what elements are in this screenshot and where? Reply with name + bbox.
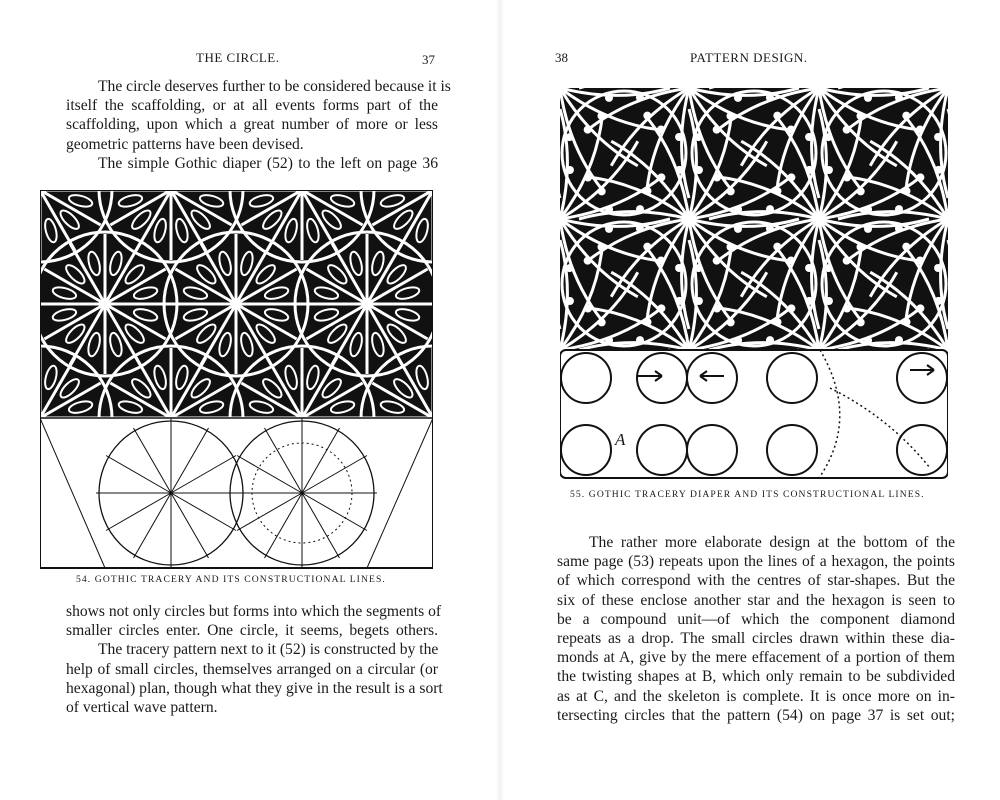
- figure-caption: 55. GOTHIC TRACERY DIAPER AND ITS CONSTRUCTIONAL LINES.: [570, 489, 925, 500]
- right-page: [500, 0, 1000, 800]
- text-line: of which correspond with the centres of star-shapes. But the: [557, 572, 955, 590]
- text-line: of vertical wave pattern.: [66, 699, 218, 716]
- figure-55-gothic-tracery-diaper: [560, 88, 948, 480]
- text-line: hexagonal) plan, though what they give in the result is a sort: [66, 679, 443, 697]
- text-line: shows not only circles but forms into which the segments of: [66, 603, 442, 620]
- text-line: six of these enclose another star and the hexagon is seen to: [557, 591, 955, 609]
- text-line: smaller circles enter. One circle, it seems, begets others.: [66, 622, 438, 640]
- text-line: the twisting shapes at B, which only remain to be subdivided: [557, 668, 955, 686]
- figure-label-a: A: [615, 430, 626, 449]
- page-number: 37: [422, 52, 435, 67]
- text-line: monds at A, give by the mere effacement of a portion of them: [557, 649, 955, 667]
- running-head: PATTERN DESIGN.: [690, 50, 808, 65]
- text-line: help of small circles, themselves arranged on a circular (or: [66, 660, 438, 678]
- text-line: The circle deserves further to be considered because it is: [98, 78, 451, 95]
- text-line: as at C, and the skeleton is complete. It is once more on in-: [557, 687, 955, 705]
- page-number: 38: [555, 50, 568, 65]
- text-line: itself the scaffolding, or at all events forms part of the: [66, 97, 438, 115]
- text-line: repeats as a drop. The small circles drawn within these dia-: [557, 630, 955, 647]
- text-line: The simple Gothic diaper (52) to the left on page 36: [98, 154, 438, 172]
- tracery-fill: [560, 88, 948, 350]
- text-line: The rather more elaborate design at the bottom of the: [589, 534, 955, 551]
- text-line: be a compound unit—of which the component diamond: [557, 610, 955, 628]
- text-line: tersecting circles that the pattern (54) on page 37 is set out;: [557, 706, 955, 724]
- running-head: THE CIRCLE.: [196, 50, 280, 65]
- figure-caption: 54. GOTHIC TRACERY AND ITS CONSTRUCTIONAL LINES.: [76, 574, 386, 585]
- text-line: same page (53) repeats upon the lines of a hexagon, the points: [557, 553, 955, 571]
- text-line: geometric patterns have been devised.: [66, 135, 304, 153]
- figure-54-gothic-tracery: [40, 190, 433, 570]
- text-line: scaffolding, upon which a great number of more or less: [66, 116, 438, 134]
- text-line: The tracery pattern next to it (52) is constructed by the: [98, 641, 439, 659]
